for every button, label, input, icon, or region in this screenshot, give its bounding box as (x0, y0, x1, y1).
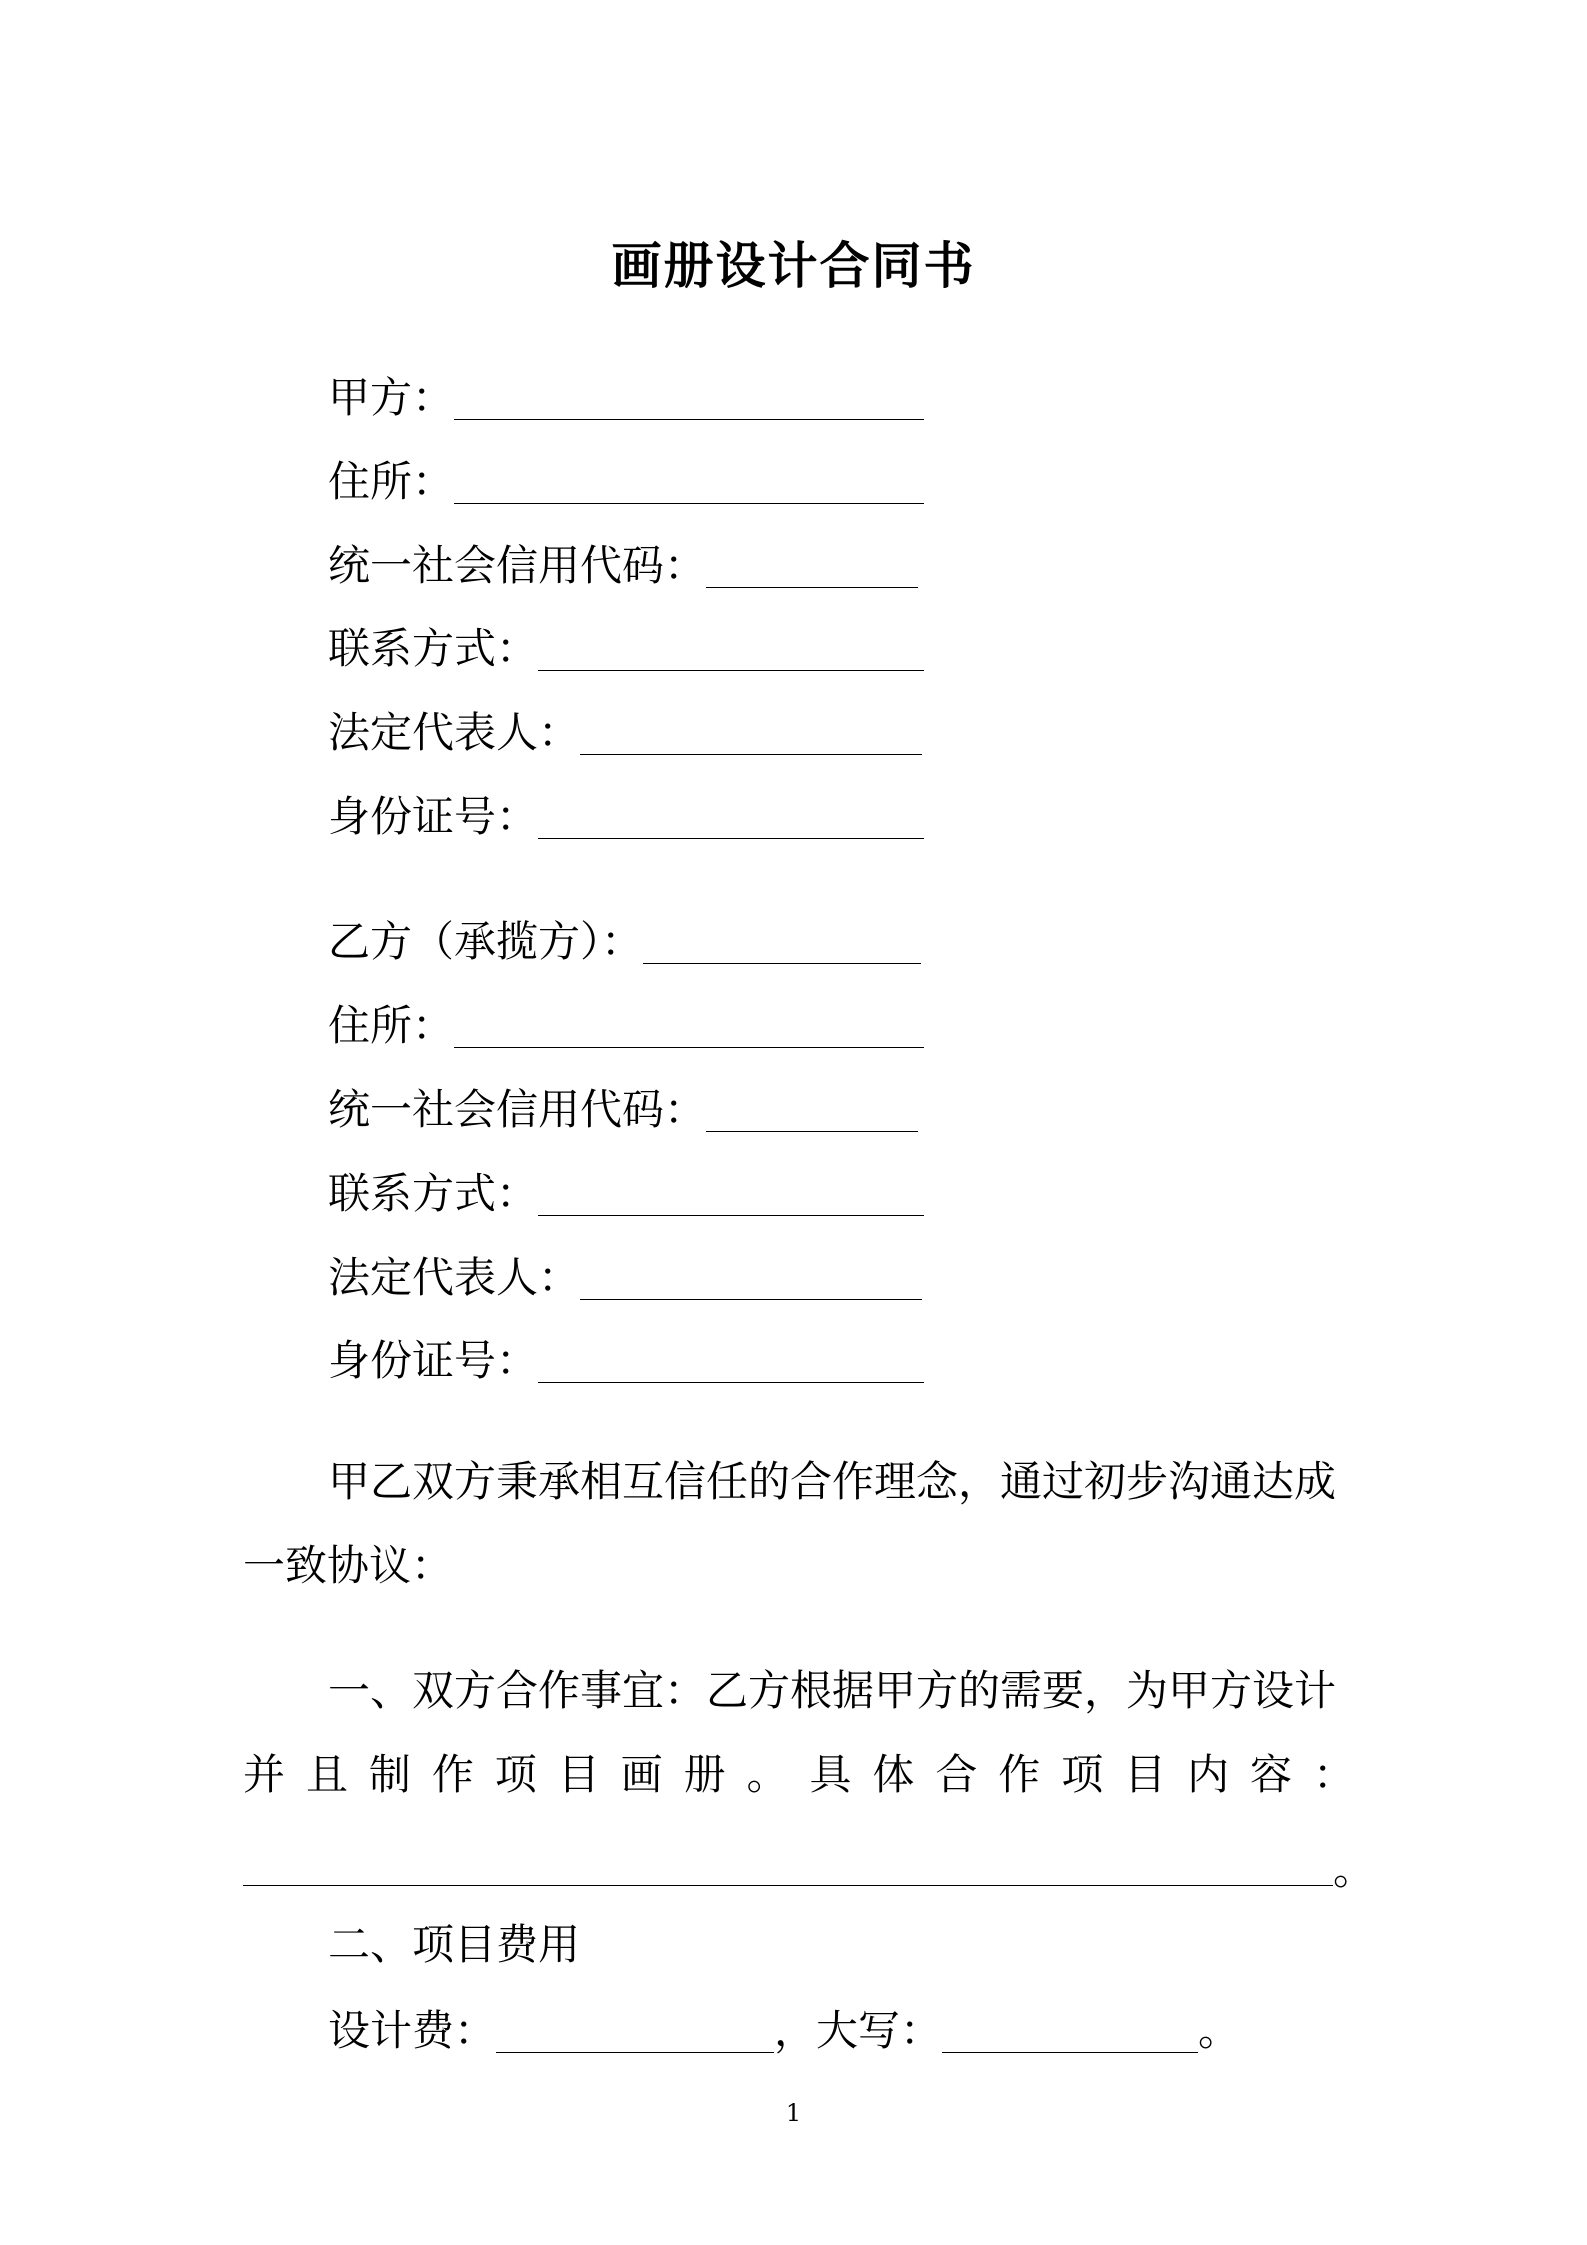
section-1-char: 制 (368, 1750, 411, 1799)
party-a-credit-code-label: 统一社会信用代码： (328, 541, 707, 590)
section-1-char: 项 (1061, 1750, 1104, 1799)
party-a-legal-rep-label: 法定代表人： (328, 708, 581, 757)
party-a-name-row (328, 366, 924, 426)
section-1-char: 作 (431, 1750, 474, 1799)
party-a-id-blank[interactable] (538, 794, 924, 839)
party-a-id-label: 身份证号： (328, 792, 539, 841)
section-1-char: 目 (1124, 1750, 1167, 1799)
party-b-address-blank[interactable] (454, 1003, 924, 1048)
section-1-char: 项 (494, 1750, 537, 1799)
section-1-char: 并 (243, 1750, 286, 1799)
party-b-credit-code-row (328, 1078, 918, 1138)
party-a-contact-blank[interactable] (538, 626, 924, 671)
party-b-credit-code-blank[interactable] (706, 1087, 918, 1132)
section-1-char: 容 (1250, 1750, 1293, 1799)
design-fee-row (328, 1999, 1240, 2059)
section-1-char: 且 (305, 1750, 348, 1799)
party-a-legal-rep-blank[interactable] (580, 710, 922, 755)
design-fee-end: 。 (1198, 2006, 1241, 2055)
party-a-name-label: 甲方： (328, 373, 455, 422)
page-number: 1 (785, 2099, 802, 2127)
party-b-contact-blank[interactable] (538, 1171, 924, 1216)
section-1-char: 册 (683, 1750, 726, 1799)
party-b-legal-rep-row (328, 1246, 922, 1306)
party-b-id-blank[interactable] (538, 1338, 924, 1383)
design-fee-blank[interactable] (496, 2008, 774, 2053)
document-title: 画册设计合同书 (611, 236, 976, 295)
party-a-id-row (328, 785, 924, 845)
section-1-line-2 (243, 1747, 1355, 1803)
design-fee-label: 设计费： (328, 2006, 497, 2055)
design-fee-uppercase-blank[interactable] (942, 2008, 1198, 2053)
party-a-contact-row (328, 617, 924, 677)
party-a-credit-code-row (328, 534, 918, 594)
section-1-char: 作 (998, 1750, 1041, 1799)
intro-line-2: 一致协议： (243, 1541, 454, 1590)
party-a-address-label: 住所： (328, 457, 455, 506)
party-a-legal-rep-row (328, 701, 922, 761)
section-2-heading: 二、项目费用 (328, 1920, 581, 1969)
party-b-address-label: 住所： (328, 1001, 455, 1050)
party-a-contact-label: 联系方式： (328, 624, 539, 673)
party-b-id-label: 身份证号： (328, 1336, 539, 1385)
party-a-address-row (328, 450, 924, 510)
party-b-id-row (328, 1329, 924, 1389)
section-1-char: 目 (557, 1750, 600, 1799)
party-b-contact-row (328, 1162, 924, 1222)
party-b-credit-code-label: 统一社会信用代码： (328, 1085, 707, 1134)
party-b-legal-rep-blank[interactable] (580, 1255, 922, 1300)
party-b-address-row (328, 994, 924, 1054)
section-1-char: 内 (1187, 1750, 1230, 1799)
section-1-char: 画 (620, 1750, 663, 1799)
party-b-legal-rep-label: 法定代表人： (328, 1253, 581, 1302)
party-a-credit-code-blank[interactable] (706, 543, 918, 588)
project-content-row (243, 1838, 1375, 1898)
intro-line-1: 甲乙双方秉承相互信任的合作理念，通过初步沟通达成 (328, 1457, 1337, 1506)
section-1-char: ： (1312, 1750, 1355, 1799)
party-a-address-blank[interactable] (454, 459, 924, 504)
section-1-char: 具 (809, 1750, 852, 1799)
party-b-contact-label: 联系方式： (328, 1169, 539, 1218)
party-b-name-blank[interactable] (643, 919, 921, 964)
section-1-char: 合 (935, 1750, 978, 1799)
project-content-end: 。 (1333, 1845, 1376, 1894)
party-b-name-label: 乙方（承揽方）： (328, 917, 644, 966)
section-1-line-1: 一、双方合作事宜：乙方根据甲方的需要，为甲方设计 (328, 1666, 1337, 1715)
section-1-char: 体 (872, 1750, 915, 1799)
section-1-char: 。 (746, 1750, 789, 1799)
party-b-name-row (328, 910, 921, 970)
party-a-name-blank[interactable] (454, 375, 924, 420)
project-content-blank[interactable] (243, 1841, 1333, 1886)
design-fee-uppercase-label: ，大写： (774, 2006, 943, 2055)
